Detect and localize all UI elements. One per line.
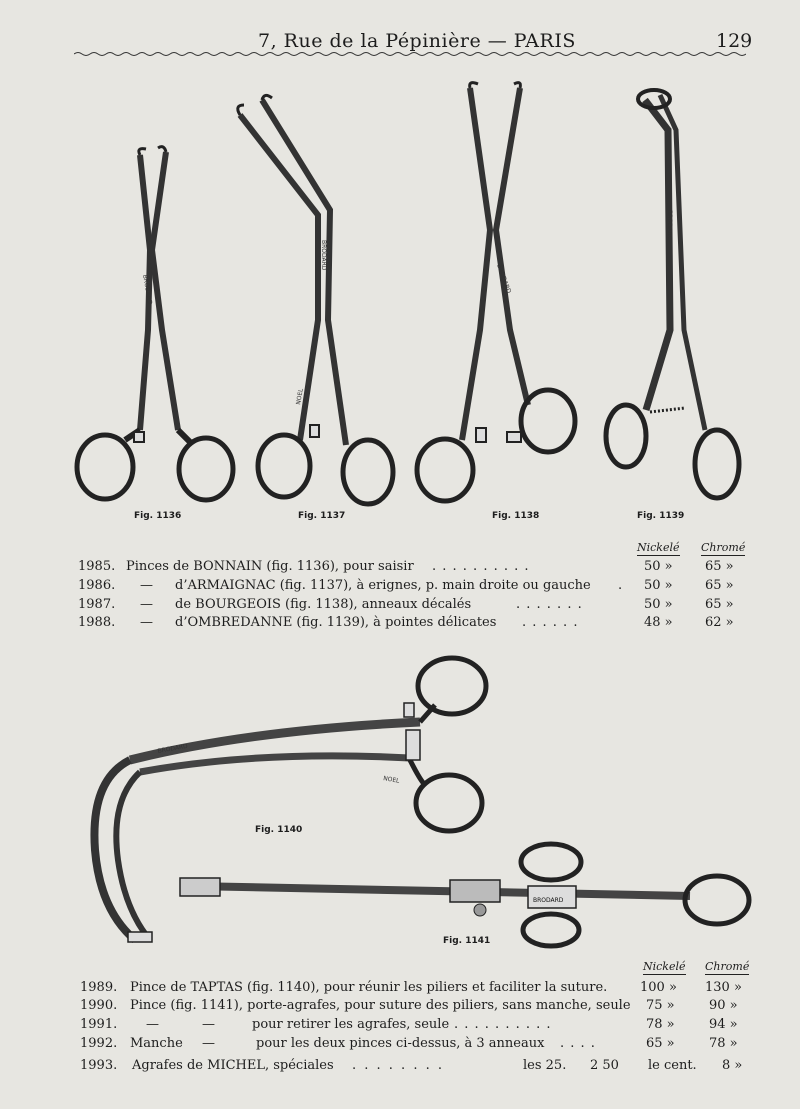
- item-description: Agrafes de MICHEL, spéciales: [132, 1058, 334, 1073]
- price-row-1990: [0, 998, 800, 1016]
- price-chrome: 90 »: [709, 998, 738, 1013]
- item-number: 1988.: [78, 615, 116, 630]
- price-row-1992: [0, 1036, 800, 1054]
- leader-dots: . . . . . . . . . .: [432, 559, 530, 574]
- price-chrome: 8 »: [722, 1058, 743, 1073]
- price-chrome: 65 »: [705, 597, 734, 612]
- illustration-top-row: [0, 0, 800, 520]
- engraving-fig1141: BRODARD: [533, 897, 564, 904]
- leader-dots: . . . . . . . .: [352, 1058, 444, 1073]
- engraving-fig1137-b: NOEL: [295, 388, 305, 406]
- item-description: pour retirer les agrafes, seule: [252, 1017, 450, 1032]
- price-chrome: 65 »: [705, 578, 734, 593]
- item-number: 1992.: [80, 1036, 118, 1051]
- item-description: Pince de TAPTAS (fig. 1140), pour réunir les piliers et faciliter la suture.: [130, 980, 608, 995]
- price-row-1989: [0, 980, 800, 998]
- item-description: d’ARMAIGNAC (fig. 1137), à erignes, p. main droite ou gauche: [175, 578, 591, 593]
- item-description: d’OMBREDANNE (fig. 1139), à pointes délicates: [175, 615, 497, 630]
- forceps-fig1136-illustration: [77, 147, 233, 500]
- leader-dots: . . . . . . . . . .: [454, 1017, 552, 1032]
- item-description: de BOURGEOIS (fig. 1138), anneaux décalés: [175, 597, 472, 612]
- leader-dots: . . . .: [560, 1036, 596, 1051]
- price-nickel: 50 »: [644, 578, 673, 593]
- engraving-fig1137-a: BRODARD: [320, 240, 327, 271]
- price-nickel: 78 »: [646, 1017, 675, 1032]
- column-header-chrome: Chromé: [701, 541, 746, 554]
- forceps-fig1138-illustration: [417, 83, 575, 501]
- price-row-1988: [0, 615, 800, 633]
- figure-label-1138: Fig. 1138: [492, 511, 540, 521]
- price-nickel: 75 »: [646, 998, 675, 1013]
- price-nickel: 48 »: [644, 615, 673, 630]
- item-number: 1985.: [78, 559, 116, 574]
- item-number: 1993.: [80, 1058, 118, 1073]
- price-nickel: 100 »: [640, 980, 677, 995]
- item-description: Pinces de BONNAIN (fig. 1136), pour saisir: [126, 559, 414, 574]
- price-nickel: 65 »: [646, 1036, 675, 1051]
- leader-dots: .: [618, 578, 623, 593]
- leader-dots: . . . . . .: [522, 615, 579, 630]
- forceps-fig1139-illustration: [606, 90, 739, 498]
- ditto-dash: —: [202, 1036, 215, 1051]
- price-chrome: 78 »: [709, 1036, 738, 1051]
- price-row-1986: [0, 578, 800, 596]
- ditto-dash: —: [202, 1017, 215, 1032]
- item-quantity: les 25.: [523, 1058, 567, 1073]
- price-chrome: 94 »: [709, 1017, 738, 1032]
- price-nickel: 50 »: [644, 559, 673, 574]
- forceps-fig1137-illustration: [238, 95, 393, 504]
- item-number: 1990.: [80, 998, 118, 1013]
- price-row-1985: [0, 559, 800, 577]
- price-per-25: 2 50: [590, 1058, 619, 1073]
- figure-label-1136: Fig. 1136: [134, 511, 182, 521]
- item-number: 1989.: [80, 980, 118, 995]
- column-header-chrome-2: Chromé: [705, 960, 750, 973]
- item-number: 1991.: [80, 1017, 118, 1032]
- item-lead: Manche: [130, 1036, 183, 1051]
- item-description: Pince (fig. 1141), porte-agrafes, pour suture des piliers, sans manche, seule: [130, 998, 631, 1013]
- ditto-dash: —: [140, 615, 153, 630]
- item-description: pour les deux pinces ci-dessus, à 3 anneaux: [256, 1036, 545, 1051]
- ditto-dash: —: [140, 597, 153, 612]
- header-title: 7, Rue de la Pépinière — PARIS: [258, 30, 576, 52]
- engraving-fig1140-b: NOEL: [382, 775, 400, 785]
- leader-dots: . . . . . . .: [516, 597, 583, 612]
- price-row-1993: [0, 1058, 800, 1076]
- forceps-fig1140-illustration: [94, 658, 486, 942]
- price-unit: le cent.: [648, 1058, 697, 1073]
- ditto-dash: —: [140, 578, 153, 593]
- price-row-1991: [0, 1017, 800, 1035]
- illustration-middle: [0, 650, 800, 960]
- price-chrome: 130 »: [705, 980, 742, 995]
- engraving-fig1140-a: BRODARD: [157, 742, 189, 755]
- figure-label-1137: Fig. 1137: [298, 511, 346, 521]
- item-number: 1986.: [78, 578, 116, 593]
- engraving-fig1138: BRODARD: [495, 263, 513, 295]
- price-chrome: 65 »: [705, 559, 734, 574]
- page-number: 129: [716, 30, 753, 52]
- figure-label-1140: Fig. 1140: [255, 825, 303, 835]
- engraving-fig1136: BRODARD: [141, 274, 154, 306]
- price-chrome: 62 »: [705, 615, 734, 630]
- item-number: 1987.: [78, 597, 116, 612]
- price-nickel: 50 »: [644, 597, 673, 612]
- figure-label-1141: Fig. 1141: [443, 936, 491, 946]
- forceps-fig1141-illustration: [180, 844, 749, 946]
- ditto-dash: —: [146, 1017, 159, 1032]
- price-row-1987: [0, 597, 800, 615]
- column-header-nickel: Nickelé: [637, 541, 680, 554]
- engraving-fig1139: BRODARD: [666, 210, 673, 241]
- column-header-nickel-2: Nickelé: [643, 960, 686, 973]
- figure-label-1139: Fig. 1139: [637, 511, 685, 521]
